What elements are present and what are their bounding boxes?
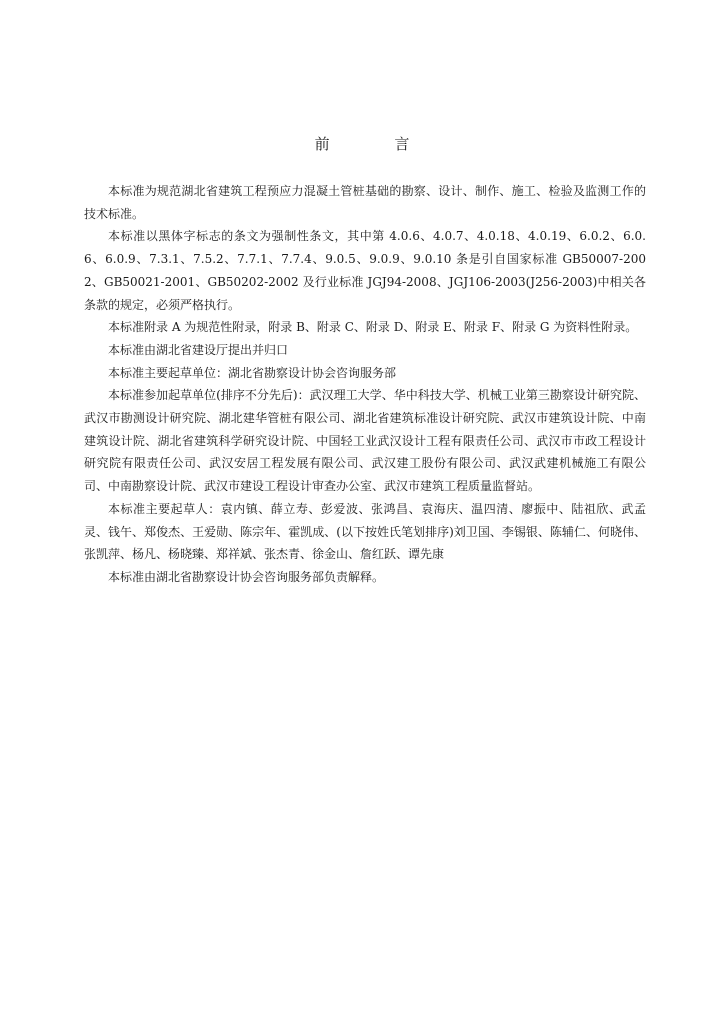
paragraph-proposer: 本标准由湖北省建设厅提出并归口 [108,342,289,357]
paragraph-purpose: 本标准为规范湖北省建筑工程预应力混凝土管桩基础的勘察、设计、制作、施工、检验及监测工作的技术标准。 [84,184,646,221]
paragraph-mandatory-clauses: 本标准以黑体字标志的条文为强制性条文，其中第 4.0.6、4.0.7、4.0.18、4.0.19、6.0.2、6.0.6、6.0.9、7.3.1、7.5.2、7.7.1、7.7.4、9.0.5、9.0.9、9.0.10 条是引自国家标准 GB50007-2002、GB50021-2001、GB50202-2002 及行业标准 JGJ94-2008、JGJ106-2003(J256-2003)中相关各条款的规定，必须严格执行。 [84,229,646,312]
paragraph-participating-units: 本标准参加起草单位(排序不分先后)：武汉理工大学、华中科技大学、机械工业第三勘察设计研究院、武汉市勘测设计研究院、湖北建华管桩有限公司、湖北省建筑标准设计研究院、武汉市建筑设计院、中南建筑设计院、湖北省建筑科学研究设计院、中国轻工业武汉设计工程有限责任公司、武汉市市政工程设计研究院有限责任公司、武汉安居工程发展有限公司、武汉建工股份有限公司、武汉武建机械施工有限公司、中南勘察设计院、武汉市建设工程设计审查办公室、武汉市建筑工程质量监督站。 [84,388,646,494]
paragraph-main-drafter-unit: 本标准主要起草单位：湖北省勘察设计协会咨询服务部 [108,365,397,380]
page-title: 前 言 [314,135,440,153]
paragraph-appendices: 本标准附录 A 为规范性附录，附录 B、附录 C、附录 D、附录 E、附录 F、附录 G 为资料性附录。 [108,320,638,335]
paragraph-interpretation: 本标准由湖北省勘察设计协会咨询服务部负责解释。 [108,569,385,584]
paragraph-main-drafters: 本标准主要起草人：袁内镇、薛立寿、彭爱波、张鸿昌、袁海庆、温四清、廖振中、陆祖欣、武孟灵、钱午、郑俊杰、王爱勋、陈宗年、霍凯成、(以下按姓氏笔划排序)刘卫国、李锡银、陈辅仁、何晓伟、张凯萍、杨凡、杨晓臻、郑祥斌、张杰青、徐金山、詹红跃、谭先康 [84,501,646,562]
document-body [84,180,646,589]
